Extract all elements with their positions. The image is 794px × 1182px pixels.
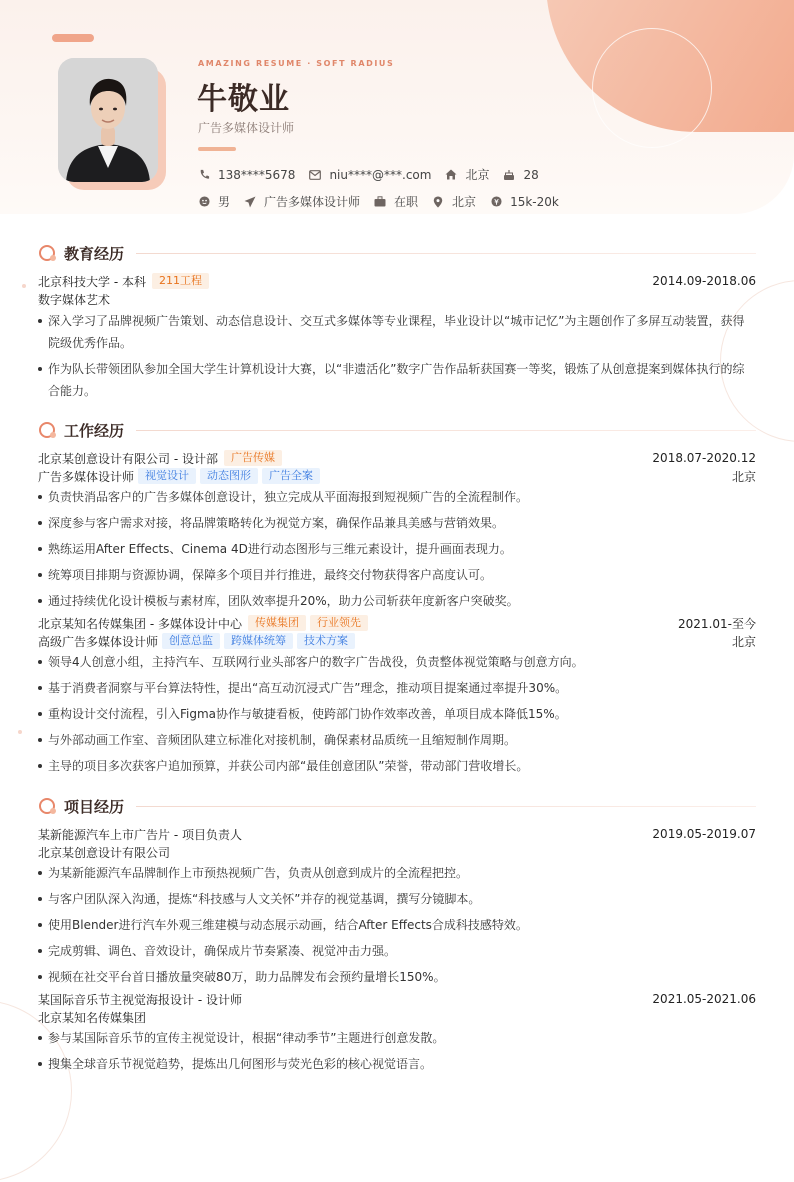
project-entry (38, 990, 756, 1075)
work-section (38, 419, 756, 777)
list-item: 完成剪辑、调色、音效设计，确保成片节奏紧凑、视觉冲击力强。 (38, 940, 756, 962)
list-item: 基于消费者洞察与平台算法特性，提出“高互动沉浸式广告”理念，推动项目提案通过率提升30%。 (38, 677, 756, 699)
skill-tag: 视觉设计 (138, 468, 196, 484)
send-icon (244, 196, 256, 208)
list-item: 领导4人创意小组，主持汽车、互联网行业头部客户的数字广告战役，负责整体视觉策略与创意方向。 (38, 651, 756, 673)
profile-photo (58, 58, 158, 182)
list-item: 统筹项目排期与资源协调，保障多个项目并行推进，最终交付物获得客户高度认可。 (38, 564, 756, 586)
education-section (38, 242, 756, 402)
project-entry (38, 825, 756, 988)
section-divider (136, 430, 756, 431)
education-bullets (38, 310, 756, 402)
list-item: 视频在社交平台首日播放量突破80万，助力品牌发布会预约量增长150%。 (38, 966, 756, 988)
list-item: 熟练运用After Effects、Cinema 4D进行动态图形与三维元素设计，提升画面表现力。 (38, 538, 756, 560)
job-bullets (38, 651, 756, 777)
company-tag: 传媒集团 (248, 615, 306, 631)
job-position-row (38, 632, 756, 650)
mail-icon (309, 169, 321, 181)
section-magnifier-icon (38, 243, 58, 263)
job-date: 2018.07-2020.12 (652, 451, 756, 465)
skill-tag: 技术方案 (297, 633, 355, 649)
cake-icon (503, 169, 515, 181)
company-name: 北京某创意设计有限公司 - 设计部 (38, 451, 218, 466)
phone-icon (198, 169, 210, 181)
salary-item: 15k-20k (490, 195, 559, 209)
section-divider (136, 253, 756, 254)
list-item: 与外部动画工作室、音频团队建立标准化对接机制，确保素材品质统一且缩短制作周期。 (38, 729, 756, 751)
candidate-role: 广告多媒体设计师 (198, 121, 295, 135)
gender-icon (198, 196, 210, 208)
project-org: 北京某知名传媒集团 (38, 1010, 147, 1025)
decorative-dot (18, 730, 22, 734)
project-bullets (38, 1027, 756, 1075)
status-item: 在职 (374, 193, 418, 210)
project-org-row (38, 1008, 756, 1026)
projects-section (38, 795, 756, 1075)
section-title: 教育经历 (64, 244, 125, 263)
project-name: 某国际音乐节主视觉海报设计 - 设计师 (38, 992, 242, 1007)
section-header (38, 795, 756, 817)
project-org-row (38, 843, 756, 861)
list-item: 为某新能源汽车品牌制作上市预热视频广告，负责从创意到成片的全流程把控。 (38, 862, 756, 884)
school-name: 北京科技大学 - 本科 (38, 274, 146, 289)
job-header-row (38, 614, 756, 632)
target-role-item: 广告多媒体设计师 (244, 193, 360, 210)
decorative-dot (22, 284, 26, 288)
job-city: 北京 (731, 634, 756, 649)
age-item: 28 (503, 168, 538, 182)
salary-icon (490, 196, 502, 208)
list-item: 使用Blender进行汽车外观三维建模与动态展示动画，结合After Effects合成科技感特效。 (38, 914, 756, 936)
job-position: 高级广告多媒体设计师 (38, 634, 159, 649)
job-entry (38, 449, 756, 612)
company-tag: 行业领先 (310, 615, 368, 631)
project-header-row (38, 990, 756, 1008)
list-item: 深入学习了品牌视频广告策划、动态信息设计、交互式多媒体等专业课程，毕业设计以“城市记忆”为主题创作了多屏互动装置，获得院级优秀作品。 (38, 310, 756, 354)
list-item: 重构设计交付流程，引入Figma协作与敏捷看板，使跨部门协作效率改善，单项目成本降低15%。 (38, 703, 756, 725)
skill-tag: 动态图形 (200, 468, 258, 484)
section-magnifier-icon (38, 420, 58, 440)
project-date: 2021.05-2021.06 (652, 992, 756, 1006)
gender-item: 男 (198, 193, 230, 210)
project-date: 2019.05-2019.07 (652, 827, 756, 841)
section-title: 项目经历 (64, 797, 125, 816)
hometown-item: 北京 (445, 166, 489, 183)
accent-bar (52, 34, 94, 42)
skill-tag: 创意总监 (162, 633, 220, 649)
project-org: 北京某创意设计有限公司 (38, 845, 171, 860)
project-bullets (38, 862, 756, 988)
candidate-name: 牛敬业 (197, 82, 290, 117)
job-position: 广告多媒体设计师 (38, 469, 135, 484)
briefcase-icon (374, 196, 386, 208)
project-header-row (38, 825, 756, 843)
education-date: 2014.09-2018.06 (652, 274, 756, 288)
school-tag: 211工程 (152, 273, 209, 289)
section-divider (136, 806, 756, 807)
company-name: 北京某知名传媒集团 - 多媒体设计中心 (38, 616, 242, 631)
company-tag: 广告传媒 (224, 450, 282, 466)
location-item: 北京 (432, 193, 476, 210)
list-item: 通过持续优化设计模板与素材库，团队效率提升20%，助力公司斩获年度新客户突破奖。 (38, 590, 756, 612)
job-city: 北京 (731, 469, 756, 484)
list-item: 与客户团队深入沟通，提炼“科技感与人文关怀”并存的视觉基调，撰写分镜脚本。 (38, 888, 756, 910)
list-item: 主导的项目多次获客户追加预算，并获公司内部“最佳创意团队”荣誉，带动部门营收增长。 (38, 755, 756, 777)
major-row (38, 290, 756, 308)
list-item: 参与某国际音乐节的宣传主视觉设计，根据“律动季节”主题进行创意发散。 (38, 1027, 756, 1049)
project-name: 某新能源汽车上市广告片 - 项目负责人 (38, 827, 242, 842)
job-position-row (38, 467, 756, 485)
job-entry (38, 614, 756, 777)
decorative-ring (592, 28, 712, 148)
resume-tagline: AMAZING RESUME · SOFT RADIUS (198, 59, 395, 68)
location-pin-icon (432, 196, 444, 208)
education-header-row (38, 272, 756, 290)
section-magnifier-icon (38, 796, 58, 816)
list-item: 搜集全球音乐节视觉趋势，提炼出几何图形与荧光色彩的核心视觉语言。 (38, 1053, 756, 1075)
section-title: 工作经历 (64, 421, 125, 440)
phone-item: 138****5678 (198, 168, 295, 182)
list-item: 作为队长带领团队参加全国大学生计算机设计大赛，以“非遗活化”数字广告作品斩获国赛一等奖，锻炼了从创意提案到媒体执行的综合能力。 (38, 358, 756, 402)
job-date: 2021.01-至今 (678, 616, 756, 631)
skill-tag: 跨媒体统筹 (224, 633, 293, 649)
list-item: 负责快消品客户的广告多媒体创意设计，独立完成从平面海报到短视频广告的全流程制作。 (38, 486, 756, 508)
job-header-row (38, 449, 756, 467)
skill-tag: 广告全案 (262, 468, 320, 484)
home-icon (445, 169, 457, 181)
job-bullets (38, 486, 756, 612)
section-header (38, 419, 756, 441)
email-item: niu****@***.com (309, 168, 431, 182)
major: 数字媒体艺术 (38, 292, 111, 307)
name-underline (198, 147, 236, 151)
list-item: 深度参与客户需求对接，将品牌策略转化为视觉方案，确保作品兼具美感与营销效果。 (38, 512, 756, 534)
contact-info-row (198, 166, 553, 183)
profile-info-row (198, 193, 573, 210)
section-header (38, 242, 756, 264)
